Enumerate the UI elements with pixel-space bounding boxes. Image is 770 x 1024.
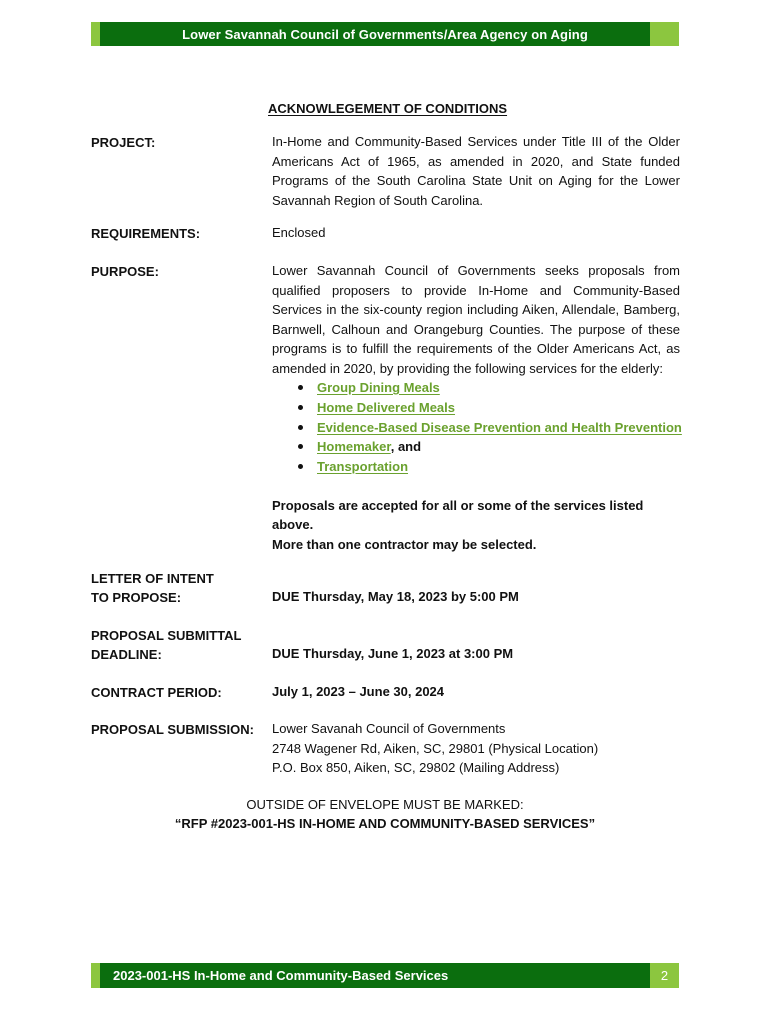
letter-of-intent-label-line2: TO PROPOSE: — [91, 590, 182, 605]
list-item — [272, 418, 680, 438]
project-text: In-Home and Community-Based Services under Title III of the Older Americans Act of 1965, as amended in 2020, and State funded Programs of the South Carolina State Unit on Aging for the Lower Savannah Region of South Carolina. — [272, 134, 680, 208]
letter-of-intent-label-line1: LETTER OF INTENT — [91, 571, 214, 586]
service-link-transportation[interactable]: Transportation — [317, 459, 409, 475]
contract-period-label: CONTRACT PERIOD: — [91, 685, 222, 700]
service-link-group-dining[interactable]: Group Dining Meals — [317, 380, 440, 395]
address-line-3: P.O. Box 850, Aiken, SC, 29802 (Mailing Address) — [272, 760, 560, 775]
requirements-text: Enclosed — [272, 225, 326, 240]
document-title: ACKNOWLEGEMENT OF CONDITIONS — [268, 101, 508, 116]
list-item — [272, 378, 680, 398]
services-list — [272, 378, 680, 477]
page-number: 2 — [660, 968, 669, 983]
letter-of-intent-value: DUE Thursday, May 18, 2023 by 5:00 PM — [272, 589, 519, 604]
header-title: Lower Savannah Council of Governments/Area Agency on Aging — [182, 26, 588, 42]
address-line-1: Lower Savanah Council of Governments — [272, 721, 506, 736]
address-line-2: 2748 Wagener Rd, Aiken, SC, 29801 (Physical Location) — [272, 740, 599, 756]
footer-accent-left — [91, 963, 100, 988]
list-item — [272, 398, 680, 418]
service-suffix: , and — [390, 439, 422, 455]
submittal-deadline-value: DUE Thursday, June 1, 2023 at 3:00 PM — [272, 646, 514, 661]
project-label: PROJECT: — [91, 135, 156, 150]
page-header — [91, 22, 679, 46]
submittal-deadline-label-line2: DEADLINE: — [91, 647, 162, 662]
envelope-marking: “RFP #2023-001-HS IN-HOME AND COMMUNITY-BASED SERVICES” — [174, 816, 596, 831]
envelope-instruction: OUTSIDE OF ENVELOPE MUST BE MARKED: — [246, 797, 524, 812]
letter-of-intent-label — [91, 569, 214, 607]
list-item — [272, 437, 680, 457]
requirements-label: REQUIREMENTS: — [91, 226, 201, 241]
page-footer — [91, 963, 679, 988]
submittal-deadline-label-line1: PROPOSAL SUBMITTAL — [91, 628, 242, 643]
purpose-note-line2: More than one contractor may be selected. — [272, 536, 537, 552]
service-link-homemaker[interactable]: Homemaker — [317, 439, 391, 455]
purpose-section — [272, 261, 680, 554]
purpose-note-line1: Proposals are accepted for all or some of the services listed above. — [272, 497, 644, 533]
purpose-label: PURPOSE: — [91, 264, 159, 279]
header-accent-left — [91, 22, 100, 46]
footer-title: 2023-001-HS In-Home and Community-Based Services — [113, 968, 449, 983]
service-link-evidence-based[interactable]: Evidence-Based Disease Prevention and Health Prevention — [317, 419, 682, 435]
header-accent-right — [650, 22, 679, 46]
service-link-home-delivered[interactable]: Home Delivered Meals — [317, 399, 456, 415]
proposal-submission-address — [272, 719, 680, 778]
proposal-submission-label: PROPOSAL SUBMISSION: — [91, 722, 255, 737]
contract-period-value: July 1, 2023 – June 30, 2024 — [272, 684, 445, 699]
purpose-text: Lower Savannah Council of Governments seeks proposals from qualified proposers to provide In-Home and Community-Based Services in the six-county region including Aiken, Allendale, Bamberg, Barnwell, Calhoun and Orangeburg Counties. The purpose of these programs is to fulfill the requirements of the Older Americans Act, as amended in 2020, by providing the following services for the elderly: — [272, 263, 680, 376]
submittal-deadline-label — [91, 626, 241, 664]
list-item — [272, 457, 680, 477]
